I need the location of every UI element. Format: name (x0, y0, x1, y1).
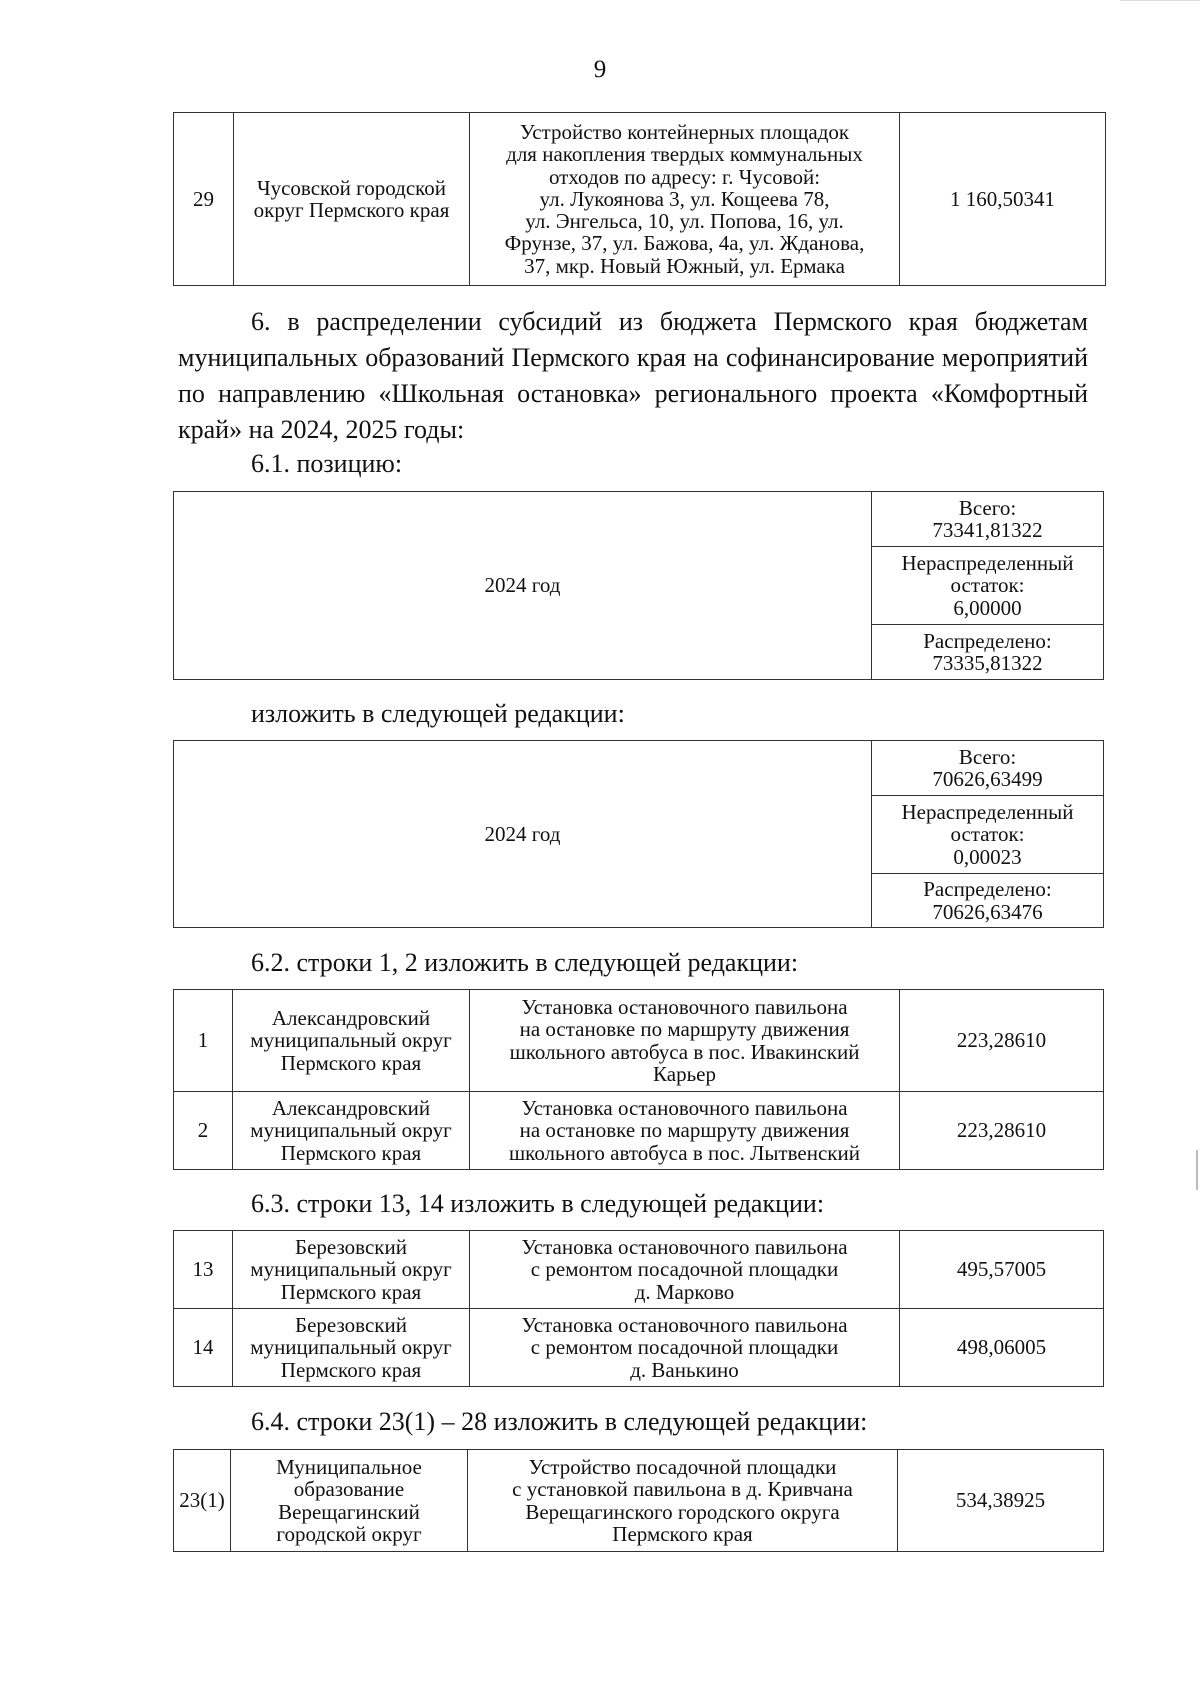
section-6-paragraph: 6. в распределении субсидий из бюджета Пермского края бюджетам муниципальных образований Пермского края на софинансирование мероприятий по направлению «Школьная остановка» регионального проекта «Комфортный край» на 2024, 2025 годы: (178, 307, 1088, 444)
redaction-label: изложить в следующей редакции: (251, 699, 625, 728)
row-number: 2 (174, 1092, 233, 1170)
item-6-3: 6.3. строки 13, 14 изложить в следующей редакции: (251, 1189, 825, 1218)
table-row (174, 1309, 1104, 1387)
municipality-cell: Березовский муниципальный округ Пермского края (233, 1231, 470, 1309)
table-6-3 (173, 1230, 1104, 1387)
table-row (174, 990, 1104, 1092)
description-cell: Устройство контейнерных площадок для накопления твердых коммунальных отходов по адресу: г. Чусовой: ул. Лукоянова 3, ул. Кощеева 78, ул. Энгельса, 10, ул. Попова, 16, ул. Фрунзе, 37, ул. Бажова, 4а, ул. Жданова, 37, мкр. Новый Южный, ул. Ермака (470, 113, 900, 286)
row-number: 1 (174, 990, 233, 1092)
municipality-cell: Александровский муниципальный округ Пермского края (233, 990, 470, 1092)
row-number: 13 (174, 1231, 233, 1309)
amount-cell: 534,38925 (898, 1450, 1104, 1552)
amount-cell: 223,28610 (900, 990, 1104, 1092)
table-row-29 (173, 112, 1106, 286)
position-old-table (173, 491, 1104, 680)
amount-cell: 498,06005 (900, 1309, 1104, 1387)
scan-edge-mark (1196, 1150, 1198, 1190)
row-number: 14 (174, 1309, 233, 1387)
municipality-cell: Муниципальное образование Верещагинский городской округ (231, 1450, 468, 1552)
municipality-cell: Березовский муниципальный округ Пермского края (233, 1309, 470, 1387)
year-cell: 2024 год (174, 492, 872, 680)
distributed-cell: Распределено: 70626,63476 (872, 874, 1104, 928)
remainder-cell: Нераспределенный остаток: 0,00023 (872, 796, 1104, 874)
total-cell: Всего: 73341,81322 (872, 492, 1104, 547)
description-cell: Установка остановочного павильона на остановке по маршруту движения школьного автобуса в пос. Ивакинский Карьер (470, 990, 900, 1092)
item-6-2: 6.2. строки 1, 2 изложить в следующей редакции: (251, 948, 799, 977)
table-6-2 (173, 989, 1104, 1170)
description-cell: Установка остановочного павильона на остановке по маршруту движения школьного автобуса в пос. Лытвенский (470, 1092, 900, 1170)
table-6-4 (173, 1449, 1104, 1552)
description-cell: Устройство посадочной площадки с установкой павильона в д. Кривчана Верещагинского городского округа Пермского края (468, 1450, 898, 1552)
description-cell: Установка остановочного павильона с ремонтом посадочной площадки д. Ванькино (470, 1309, 900, 1387)
distributed-cell: Распределено: 73335,81322 (872, 625, 1104, 680)
remainder-cell: Нераспределенный остаток: 6,00000 (872, 547, 1104, 625)
description-cell: Установка остановочного павильона с ремонтом посадочной площадки д. Марково (470, 1231, 900, 1309)
position-new-table (173, 740, 1104, 928)
table-row (174, 1092, 1104, 1170)
item-6-4: 6.4. строки 23(1) – 28 изложить в следующей редакции: (251, 1407, 868, 1436)
municipality-cell: Александровский муниципальный округ Пермского края (233, 1092, 470, 1170)
row-number: 29 (174, 113, 234, 286)
total-cell: Всего: 70626,63499 (872, 741, 1104, 796)
row-number: 23(1) (174, 1450, 231, 1552)
municipality-cell: Чусовской городской округ Пермского края (234, 113, 470, 286)
amount-cell: 495,57005 (900, 1231, 1104, 1309)
scan-corner-mark (1120, 0, 1200, 1)
year-cell: 2024 год (174, 741, 872, 928)
table-row (174, 1450, 1104, 1552)
page-number: 9 (593, 56, 607, 83)
amount-cell: 1 160,50341 (900, 113, 1106, 286)
table-row (174, 1231, 1104, 1309)
amount-cell: 223,28610 (900, 1092, 1104, 1170)
table-row (174, 113, 1106, 286)
item-6-1: 6.1. позицию: (251, 449, 403, 478)
